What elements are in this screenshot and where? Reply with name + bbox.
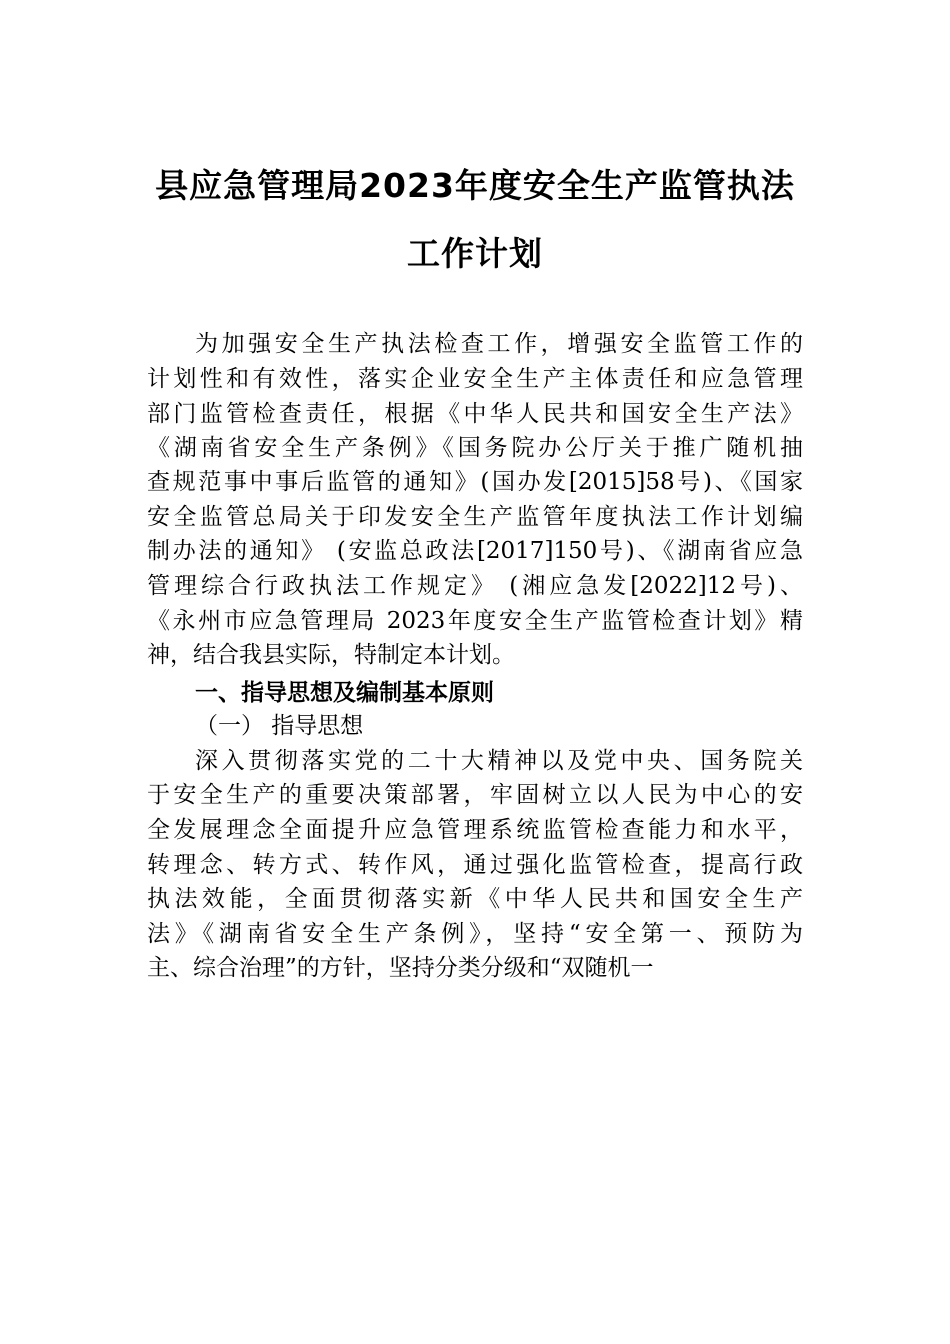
guiding-paragraph-line: 法》《湖南省安全生产条例》，坚持“安全第一、预防为 [147, 921, 803, 947]
guiding-paragraph-line: 执法效能，全面贯彻落实新《中华人民共和国安全生产 [147, 886, 803, 912]
guiding-paragraph-line: 全发展理念全面提升应急管理系统监管检查能力和水平， [147, 817, 803, 843]
intro-paragraph-line: 制办法的通知》 (安监总政法[2017]150号)、《湖南省应急 [147, 538, 803, 564]
intro-paragraph-line: 查规范事中事后监管的通知》(国办发[2015]58号)、《国家 [147, 469, 803, 495]
guiding-paragraph-line: 主、综合治理”的方针，坚持分类分级和“双随机一 [147, 955, 654, 981]
intro-paragraph-line: 为加强安全生产执法检查工作，增强安全监管工作的 [195, 331, 803, 357]
intro-paragraph-line: 计划性和有效性，落实企业安全生产主体责任和应急管理 [147, 366, 803, 392]
section-heading: 一、指导思想及编制基本原则 [195, 680, 494, 706]
intro-paragraph-line: 部门监管检查责任，根据《中华人民共和国安全生产法》 [147, 401, 803, 427]
intro-paragraph-line: 《永州市应急管理局 2023年度安全生产监管检查计划》精 [147, 608, 803, 634]
guiding-paragraph-line: 转理念、转方式、转作风，通过强化监管检查，提高行政 [147, 852, 803, 878]
subsection-heading: （一） 指导思想 [195, 713, 364, 739]
intro-paragraph-line: 神，结合我县实际，特制定本计划。 [147, 642, 515, 668]
document-title-line-1: 县应急管理局2023年度安全生产监管执法 [155, 166, 795, 205]
intro-paragraph-line: 管理综合行政执法工作规定》 (湘应急发[2022]12号)、 [147, 573, 803, 599]
intro-paragraph-line: 安全监管总局关于印发安全生产监管年度执法工作计划编 [147, 504, 803, 530]
guiding-paragraph-line: 于安全生产的重要决策部署，牢固树立以人民为中心的安 [147, 782, 803, 808]
document-title-line-2: 工作计划 [407, 234, 543, 273]
guiding-paragraph-line: 深入贯彻落实党的二十大精神以及党中央、国务院关 [195, 748, 803, 774]
intro-paragraph-line: 《湖南省安全生产条例》《国务院办公厅关于推广随机抽 [147, 435, 803, 461]
